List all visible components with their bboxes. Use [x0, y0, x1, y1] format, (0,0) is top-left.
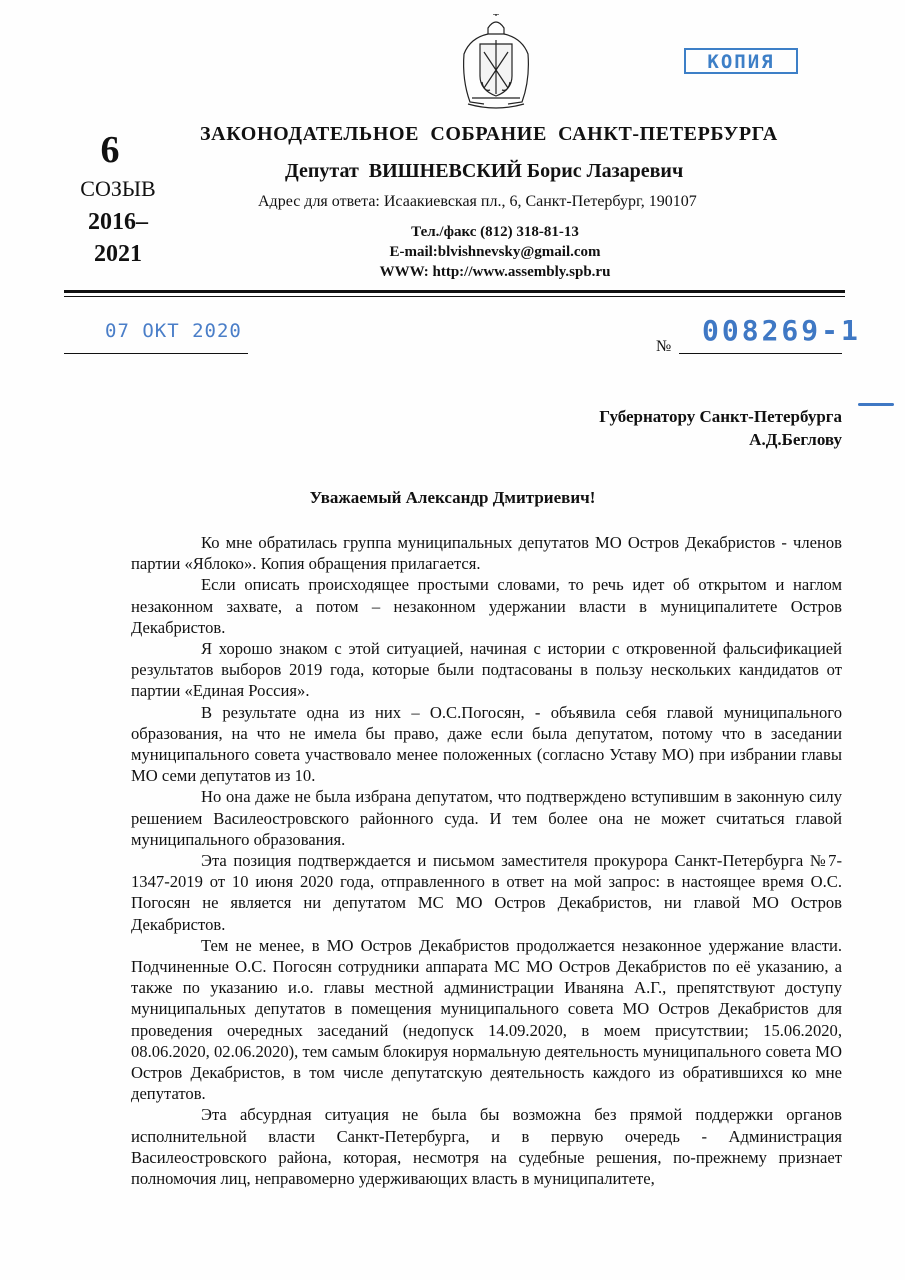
- reply-address: Адрес для ответа: Исаакиевская пл., 6, Санкт-Петербург, 190107: [258, 193, 697, 210]
- letter-body: [131, 532, 842, 1189]
- header-divider-thick: [64, 290, 845, 293]
- date-underline: [64, 353, 248, 354]
- paragraph: Тем не менее, в МО Остров Декабристов продолжается незаконное удержание власти. Подчиненные О.С. Погосян сотрудники аппарата МС МО Остров Декабристов по её указанию, а также по указанию и.о. главы местной администрации Иваняна А.Г., препятствуют доступу муниципальных депутатов в помещения муниципального совета МО Остров Декабристов для проведения очередных заседаний (недопуск 14.09.2020, в моем присутствии; 15.06.2020, 08.06.2020, 02.06.2020), тем самым блокируя нормальную деятельность муниципального совета МО Остров Декабристов, в том числе депутатскую деятельность каждого из обратившихся ко мне депутатов.: [131, 935, 842, 1104]
- contact-block: [330, 222, 660, 282]
- convocation-years-start: 2016–: [88, 209, 148, 235]
- paragraph: Если описать происходящее простыми словами, то речь идет об открытом и наглом незаконном захвате, а потом – незаконном удержании власти в муниципалитете Остров Декабристов.: [131, 575, 842, 637]
- paragraph: Я хорошо знаком с этой ситуацией, начиная с истории с откровенной фальсификацией результатов выборов 2019 года, которые были подтасованы в пользу нескольких кандидатов от партии «Единая Россия».: [131, 639, 842, 701]
- addressee-name: А.Д.Беглову: [749, 430, 842, 449]
- convocation-years: [60, 206, 176, 270]
- pen-mark: [858, 403, 894, 406]
- paragraph: Эта абсурдная ситуация не была бы возможна без прямой поддержки органов исполнительной власти Санкт-Петербурга, и в первую очередь - Администрация Василеостровского района, которая, несмотря на судебные решения, по-прежнему признает полномочия лиц, неправомерно удерживающих власть в муниципалитете,: [131, 1105, 842, 1189]
- number-underline: [679, 353, 842, 354]
- number-sign: №: [656, 338, 672, 355]
- copy-stamp: КОПИЯ: [684, 48, 798, 74]
- convocation-years-end: 2021: [94, 241, 142, 267]
- email-link[interactable]: E-mail:blvishnevsky@gmail.com: [389, 244, 601, 260]
- registration-number: 008269-1: [702, 314, 861, 347]
- paragraph: Ко мне обратилась группа муниципальных депутатов МО Остров Декабристов - членов партии «Яблоко». Копия обращения прилагается.: [131, 533, 842, 574]
- coat-of-arms-icon: [458, 14, 534, 110]
- paragraph: Но она даже не была избрана депутатом, что подтверждено вступившим в законную силу решением Василеостровского районного суда. И тем более она не может считаться главой муниципального образования.: [131, 787, 842, 849]
- phone-fax: Тел./факс (812) 318-81-13: [411, 224, 579, 240]
- addressee-block: [599, 405, 842, 451]
- organization-title: ЗАКОНОДАТЕЛЬНОЕ СОБРАНИЕ САНКТ-ПЕТЕРБУРГА: [200, 123, 778, 145]
- addressee-title: Губернатору Санкт-Петербурга: [599, 407, 842, 426]
- paragraph: Эта позиция подтверждается и письмом заместителя прокурора Санкт-Петербурга №7-1347-2019 от 10 июня 2020 года, отправленного в ответ на мой запрос: в настоящее время О.С. Погосян не является ни депутатом МС МО Остров Декабристов, ни главой МО Остров Декабристов.: [131, 851, 842, 934]
- header-divider-thin: [64, 296, 845, 297]
- date-stamp: 07 ОКТ 2020: [105, 320, 242, 342]
- convocation-label: СОЗЫВ: [80, 176, 156, 201]
- salutation: Уважаемый Александр Дмитриевич!: [309, 488, 596, 507]
- deputy-name: Депутат ВИШНЕВСКИЙ Борис Лазаревич: [285, 160, 684, 182]
- paragraph: В результате одна из них – О.С.Погосян, - объявила себя главой муниципального образования, на что не имела бы право, даже если была депутатом, потому что в заседании муниципального совета участвовало менее положенных (согласно Уставу МО) при избрании главы МО семи депутатов из 10.: [131, 702, 842, 786]
- website-link[interactable]: WWW: http://www.assembly.spb.ru: [379, 264, 611, 280]
- convocation-number: 6: [100, 129, 120, 171]
